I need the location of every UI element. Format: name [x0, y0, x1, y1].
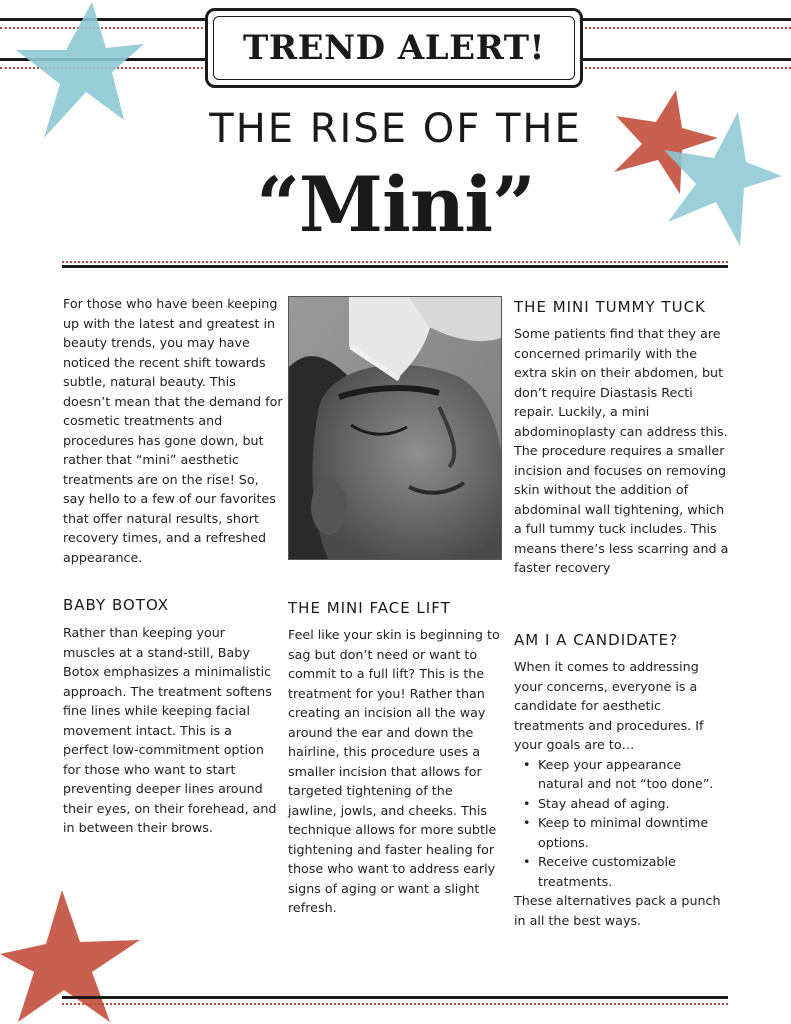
mini-tummy-tuck-text: Some patients find that they are concerned primarily with the extra skin on their abdomen, but don’t require Diastasis Recti repair. Luckily, a mini abdominoplasty can address this. The procedure requires a smaller incision and focuses on removing skin without the addition of abdominal wall tightening, which a full tummy tuck includes. This means there’s less scarring and a faster recovery: [514, 326, 729, 575]
footer-divider-dotted: [62, 1003, 728, 1005]
candidate-heading: AM I A CANDIDATE?: [514, 631, 679, 649]
mini-face-lift-paragraph: [288, 625, 504, 918]
footer-divider: [62, 996, 728, 999]
intro-paragraph: [63, 294, 283, 567]
candidate-closing: These alternatives pack a punch in all the best ways.: [514, 893, 721, 928]
trend-alert-frame: [213, 16, 575, 80]
mini-face-lift-text: Feel like your skin is beginning to sag but don’t need or want to commit to a full lift? This is the treatment for you! Rather than creating an incision all the way around the ear and down the hairline, this procedure uses a smaller incision that allows for targeted tightening of the jawline, jowls, and cheeks. This technique allows for more subtle tightening and faster healing for those who want to address early signs of aging or want a slight refresh.: [288, 627, 500, 915]
list-item: • Keep to minimal downtime options.: [514, 813, 730, 852]
intro-text: For those who have been keeping up with the latest and greatest in beauty trends, you may have noticed the recent shift towards subtle, natural beauty. This doesn’t mean that the demand for cosmetic treatments and procedures has gone down, but rather that “mini” aesthetic treatments are on the rise! So, say hello to a few of our favorites that offer natural results, short recovery times, and a refreshed appearance.: [63, 296, 283, 565]
candidate-goals-list: [514, 755, 730, 892]
baby-botox-heading: BABY BOTOX: [63, 596, 170, 614]
candidate-intro: When it comes to addressing your concerns, everyone is a candidate for aesthetic treatments and procedures. If your goals are to…: [514, 659, 704, 752]
baby-botox-paragraph: [63, 623, 278, 838]
headline-divider-dotted: [62, 261, 728, 263]
list-item: • Receive customizable treatments.: [514, 852, 730, 891]
face-injection-photo: [288, 296, 502, 560]
mini-tummy-tuck-paragraph: [514, 324, 730, 578]
headline-line1: THE RISE OF THE: [209, 106, 582, 152]
candidate-section: [514, 657, 730, 930]
list-item: • Keep your appearance natural and not “too done”.: [514, 755, 730, 794]
face-photo-illustration: [289, 297, 502, 560]
list-item: • Stay ahead of aging.: [514, 794, 730, 814]
baby-botox-text: Rather than keeping your muscles at a stand-still, Baby Botox emphasizes a minimalistic approach. The treatment softens fine lines while keeping facial movement intact. This is a perfect low-commitment option for those who want to start preventing deeper lines around their eyes, on their forehead, and in between their brows.: [63, 625, 277, 835]
trend-alert-label: TREND ALERT!: [243, 28, 545, 68]
headline-divider: [62, 265, 728, 268]
trend-alert-banner: [205, 8, 583, 88]
mini-face-lift-heading: THE MINI FACE LIFT: [288, 599, 451, 617]
headline-line2: “Mini”: [256, 160, 535, 249]
mini-tummy-tuck-heading: THE MINI TUMMY TUCK: [514, 298, 706, 316]
